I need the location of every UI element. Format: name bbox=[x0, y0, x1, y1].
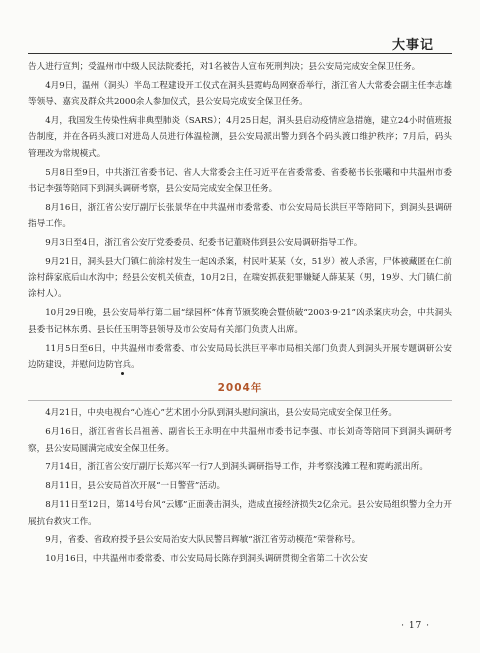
paragraph: 9月21日，洞头县大门镇仁前涂村发生一起凶杀案，村民叶某某（女，51岁）被人杀害，尸体被藏匿在仁前涂村薛家底后山水沟中；经县公安机关侦查，10月2日，在瑞安抓获犯罪嫌疑人薛某某（男，19岁、大门镇仁前涂村人）。 bbox=[28, 256, 452, 300]
paragraph: 9月3日至4日，浙江省公安厅党委委员、纪委书记董晓伟到县公安局调研指导工作。 bbox=[45, 237, 363, 248]
header-rule bbox=[28, 53, 452, 54]
year-heading: 2004年 bbox=[217, 382, 263, 395]
year-divider bbox=[28, 400, 452, 401]
paragraph: 7月14日，浙江省公安厅副厅长郑兴军一行7人到洞头调研指导工作，并考察浅滩工程和霓屿派出所。 bbox=[45, 462, 428, 473]
page-content bbox=[28, 59, 452, 570]
paragraph: 5月8日至9日，中共浙江省委书记、省人大常委会主任习近平在省委常委、省委秘书长张曦和中共温州市委书记李强等陪同下到洞头调研考察，县公安局完成安全保卫任务。 bbox=[28, 167, 452, 194]
paragraph: 告人进行宣判；受温州市中级人民法院委托，对1名被告人宣布死刑判决；县公安局完成安全保卫任务。 bbox=[28, 62, 421, 72]
paragraph: 8月16日，浙江省公安厅副厅长张景华在中共温州市委常委、市公安局局长洪巨平等陪同下，到洞头县调研指导工作。 bbox=[28, 202, 452, 230]
paragraph: 11月5日至6日，中共温州市委常委、市公安局局长洪巨平率市局相关部门负责人到洞头开展专题调研公安边防建设，并慰问边防官兵。 bbox=[28, 343, 452, 370]
paragraph: 9月，省委、省政府授予县公安局治安大队民警吕辉敏“浙江省劳动模范”荣誉称号。 bbox=[45, 535, 361, 546]
section-2004 bbox=[28, 405, 452, 567]
paragraph: 4月9日，温州（洞头）半岛工程建设开工仪式在洞头县霓屿岛网寮岙举行，浙江省人大常委会副主任李志雄等领导、嘉宾及群众共2000余人参加仪式，县公安局完成安全保卫任务。 bbox=[28, 80, 452, 108]
print-speck bbox=[121, 372, 124, 375]
page-header bbox=[0, 0, 480, 52]
paragraph: 8月11日至12日，第14号台风“云娜”正面袭击洞头，造成直接经济损失2亿余元。县公安局组织警力全力开展抗台救灾工作。 bbox=[28, 500, 452, 527]
paragraph: 10月29日晚，县公安局举行第二届“绿园杯”体育节颁奖晚会暨侦破“2003·9·21”凶杀案庆功会，中共洞头县委书记林东勇、县长任玉明等县领导及市公安局有关部门负责人出席。 bbox=[28, 308, 452, 335]
paragraph: 4月21日，中央电视台“心连心”艺术团小分队到洞头慰问演出，县公安局完成安全保卫任务。 bbox=[45, 408, 397, 419]
section-2003 bbox=[28, 59, 452, 373]
paragraph: 6月16日，浙江省省长吕祖善、副省长王永明在中共温州市委书记李强、市长刘奇等陪同下到洞头调研考察，县公安局圆满完成安全保卫任务。 bbox=[28, 427, 452, 454]
paragraph: 4月，我国发生传染性病非典型肺炎（SARS）；4月25日起，洞头县启动疫情应急措施，建立24小时值班报告制度，并在各码头渡口对进岛人员进行体温检测，县公安局派出警力到各个码头渡口维护秩序；7月后，码头管理改为常规模式。 bbox=[28, 116, 452, 159]
page-number: · 17 · bbox=[401, 621, 430, 631]
paragraph: 10月16日，中共温州市委常委、市公安局局长陈存到洞头调研贯彻全省第二十次公安 bbox=[45, 554, 368, 565]
paragraph: 8月11日，县公安局首次开展“一日警营”活动。 bbox=[45, 481, 226, 492]
running-header-title: 大事记 bbox=[391, 38, 434, 53]
